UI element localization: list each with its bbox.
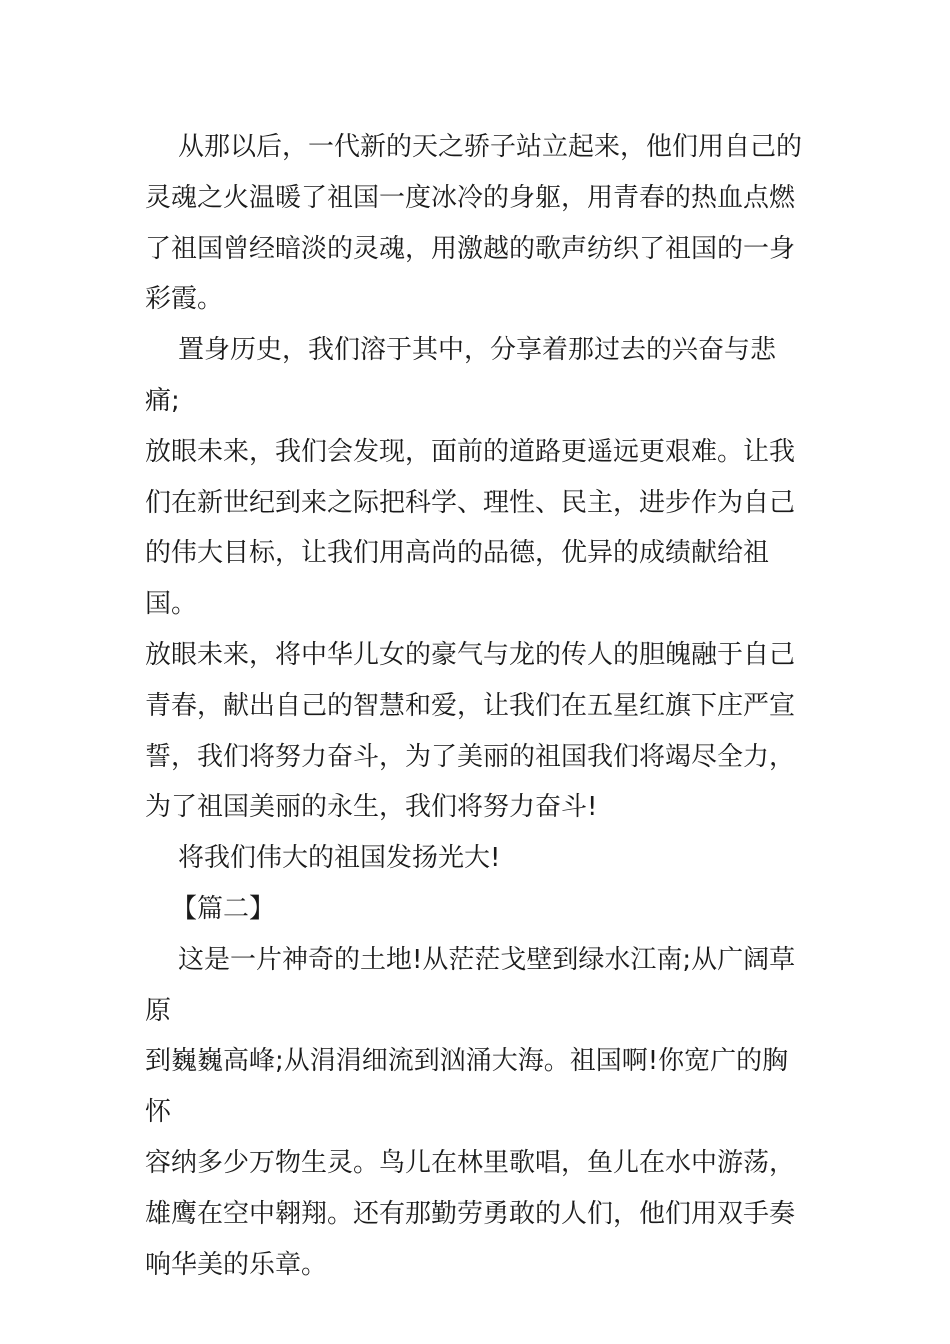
paragraph-1: 从那以后，一代新的天之骄子站立起来，他们用自己的 灵魂之火温暖了祖国一度冰冷的身躯，用青春的热血点燃 了祖国曾经暗淡的灵魂，用激越的歌声纺织了祖国的一身 彩霞。: [145, 132, 803, 315]
paragraph-3: 将我们伟大的祖国发扬光大!: [178, 843, 501, 874]
document-body: [145, 122, 810, 1290]
paragraph-2: 置身历史，我们溶于其中，分享着那过去的兴奋与悲痛; 放眼未来，我们会发现，面前的道路更遥远更艰难。让我 们在新世纪到来之际把科学、理性、民主，进步作为自己 的伟大目标，让我们用高尚的品德，优异的成绩献给祖国。 放眼未来，将中华儿女的豪气与龙的传人的胆魄融于自己 青春，献出自己的智慧和爱，让我们在五星红旗下庄严宣 誓，我们将努力奋斗，为了美丽的祖国我们将竭尽全力， 为了祖国美丽的永生，我们将努力奋斗!: [145, 335, 796, 823]
section-heading: 【篇二】: [171, 893, 276, 924]
section-paragraph-1: 这是一片神奇的土地!从茫茫戈壁到绿水江南;从广阔草原 到巍巍高峰;从涓涓细流到汹涌大海。祖国啊!你宽广的胸怀 容纳多少万物生灵。鸟儿在林里歌唱，鱼儿在水中游荡， 雄鹰在空中翱翔。还有那勤劳勇敢的人们，他们用双手奏 响华美的乐章。: [145, 944, 796, 1280]
